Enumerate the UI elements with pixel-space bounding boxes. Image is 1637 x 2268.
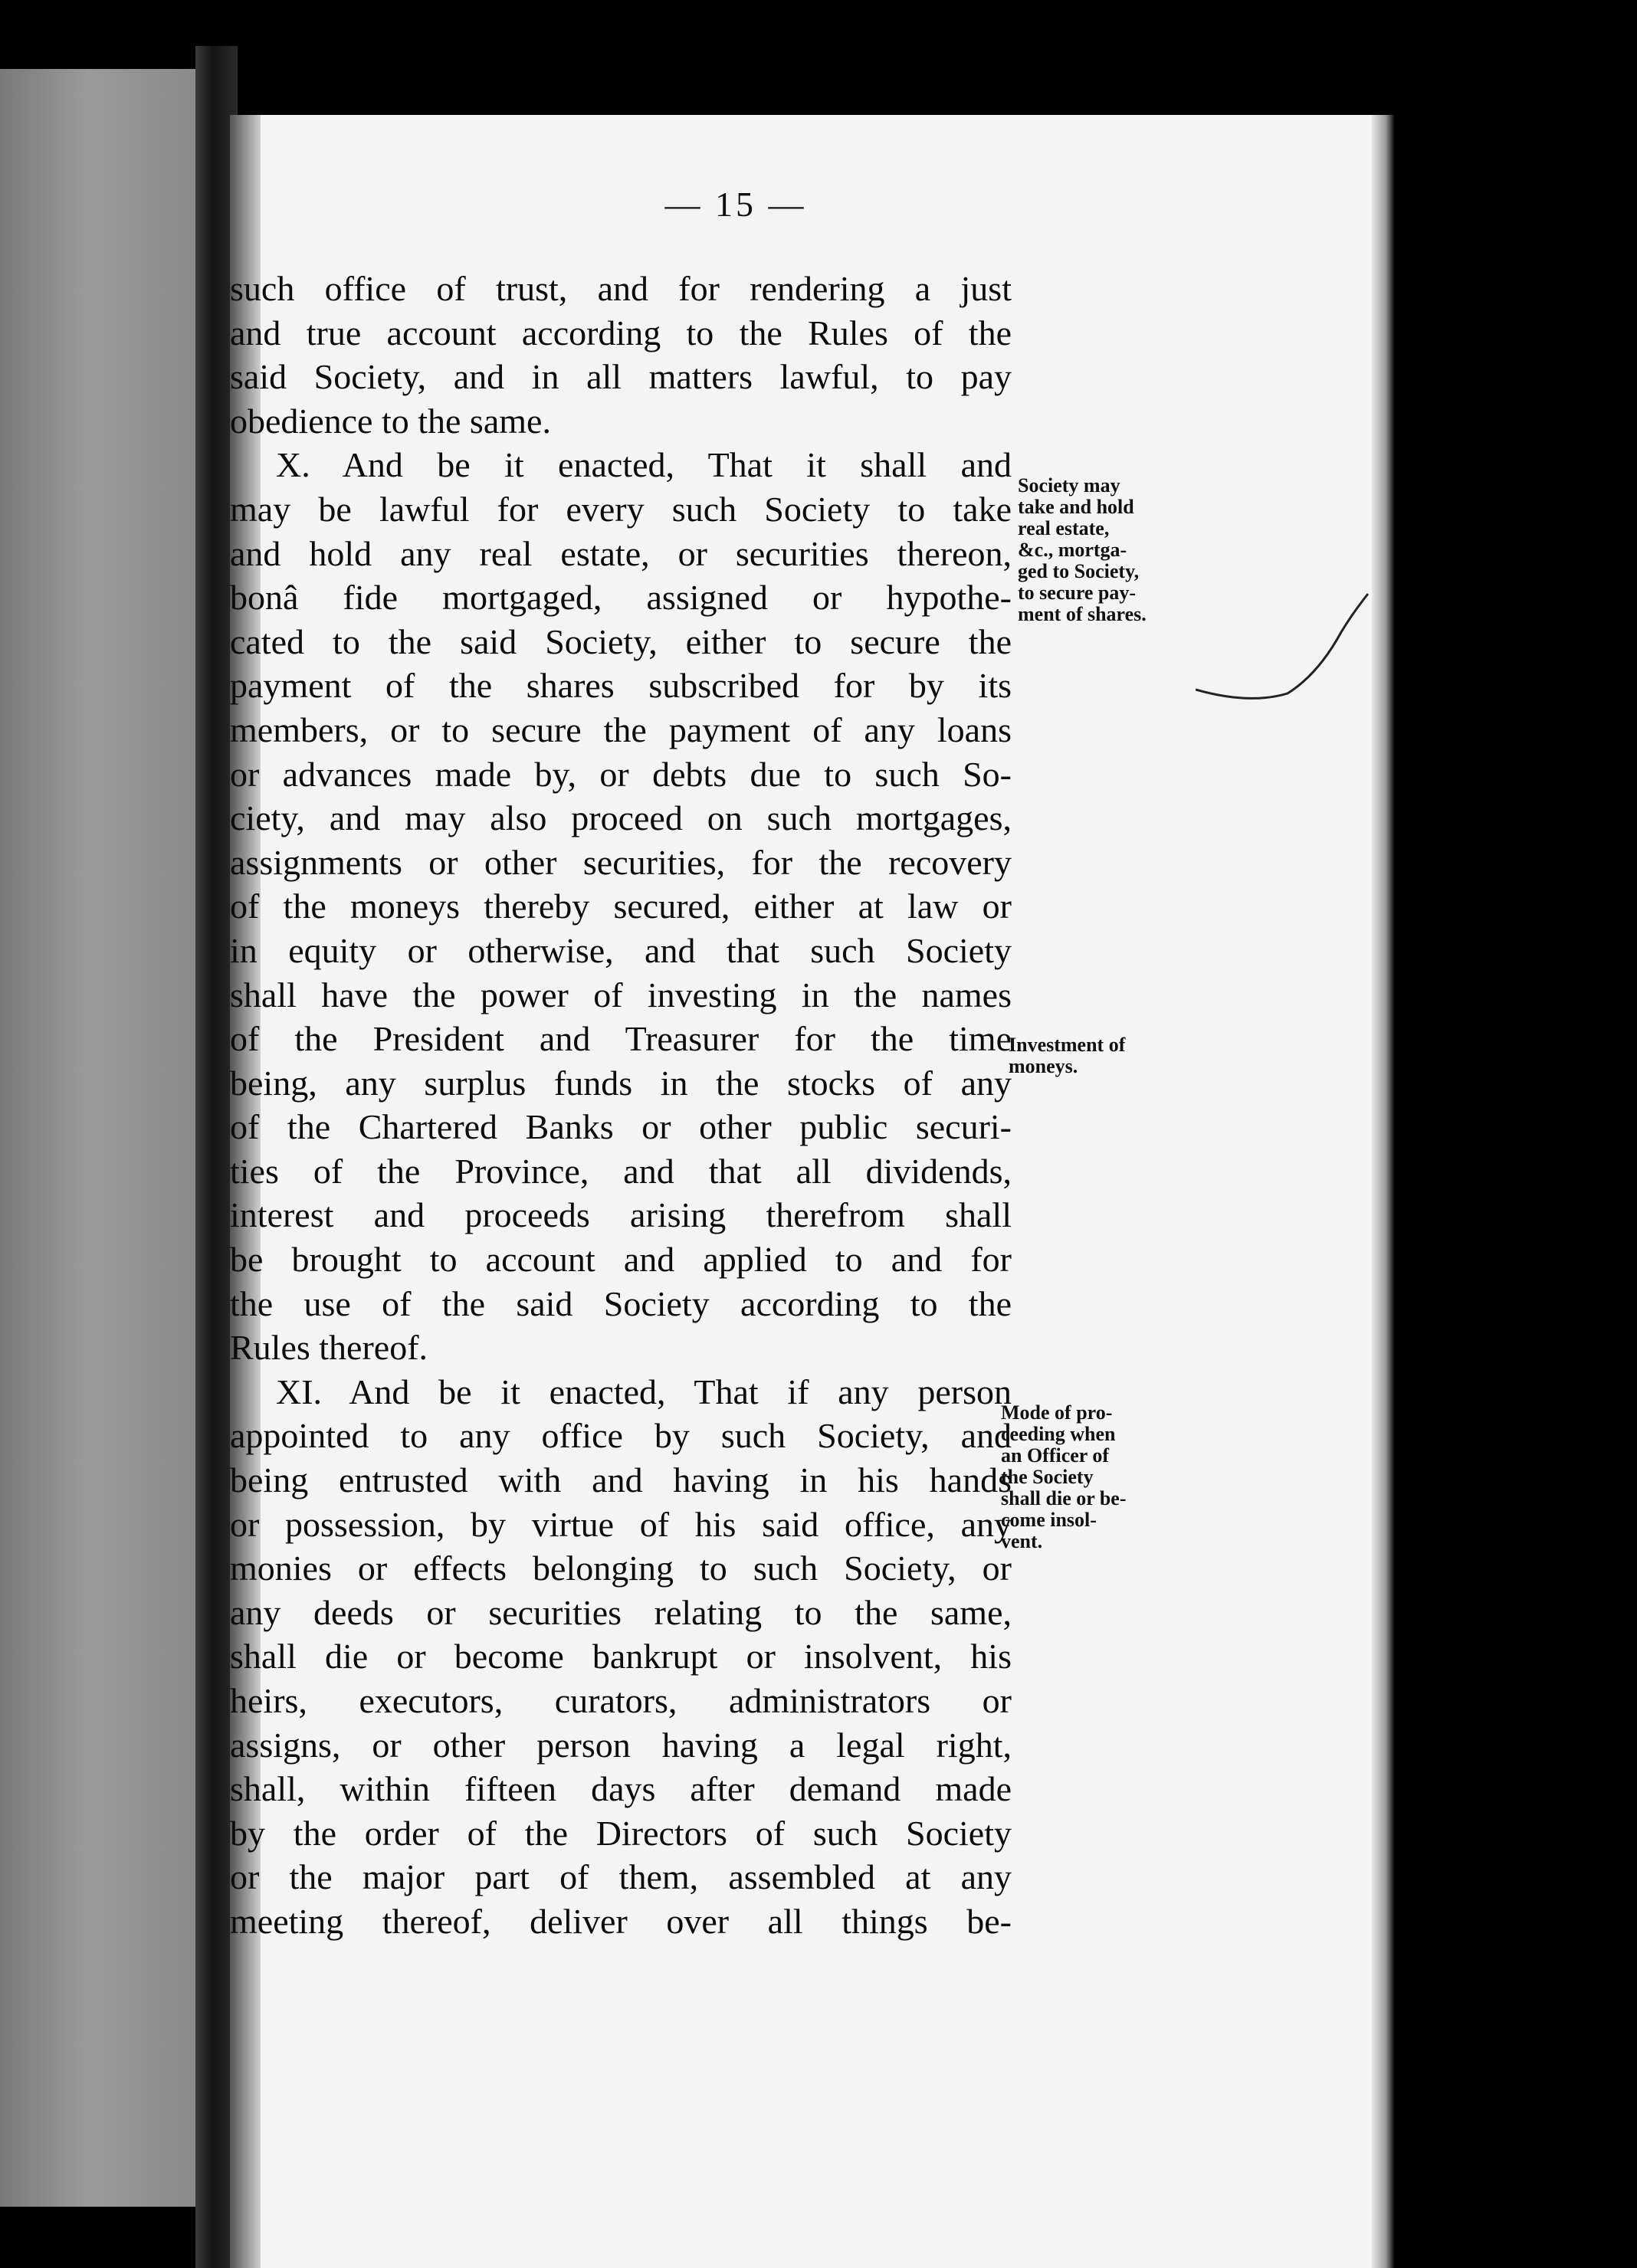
text-line: ciety, and may also proceed on such mortgages, <box>230 798 1012 838</box>
text-line: interest and proceeds arising therefrom shall <box>230 1195 1012 1235</box>
text-line: monies or effects belonging to such Society, or <box>230 1549 1012 1588</box>
text-line: of the moneys thereby secured, either at law or <box>230 887 1012 926</box>
text-line: shall have the power of investing in the names <box>230 975 1012 1014</box>
text-line: and hold any real estate, or securities thereon, <box>230 533 1012 573</box>
marginal-note-line: to secure pay- <box>1018 582 1137 604</box>
marginal-note-line: Investment of <box>1009 1034 1126 1056</box>
marginal-note-line: vent. <box>1001 1530 1043 1552</box>
marginal-note-line: the Society <box>1001 1466 1094 1488</box>
text-line: in equity or otherwise, and that such Society <box>230 930 1012 970</box>
marginal-note-line: shall die or be- <box>1001 1487 1127 1509</box>
text-line: assignments or other securities, for the recovery <box>230 842 1012 882</box>
text-line: Rules thereof. <box>230 1328 428 1368</box>
text-line: be brought to account and applied to and for <box>230 1240 1012 1280</box>
text-line: ties of the Province, and that all dividends, <box>230 1151 1012 1191</box>
marginal-note-line: real estate, <box>1018 517 1110 539</box>
marginal-note-line: an Officer of <box>1001 1444 1110 1467</box>
marginal-note-line: come insol- <box>1001 1509 1097 1531</box>
text-line: may be lawful for every such Society to take <box>230 489 1012 529</box>
text-line: heirs, executors, curators, administrators or <box>230 1681 1012 1720</box>
text-line: or the major part of them, assembled at any <box>230 1857 1012 1897</box>
text-line: meeting thereof, deliver over all things be- <box>230 1901 1012 1941</box>
text-line: the use of the said Society according to the <box>230 1283 1012 1323</box>
text-line: being entrusted with and having in his hands <box>230 1460 1012 1500</box>
text-line: being, any surplus funds in the stocks of any <box>230 1063 1012 1103</box>
text-line: or advances made by, or debts due to such So- <box>230 754 1012 794</box>
text-line: obedience to the same. <box>230 401 551 441</box>
text-line: appointed to any office by such Society, and <box>230 1416 1012 1456</box>
text-line: or possession, by virtue of his said office, any <box>230 1504 1012 1544</box>
marginal-note-line: Mode of pro- <box>1001 1401 1113 1424</box>
pen-mark <box>1196 590 1372 720</box>
text-line: of the President and Treasurer for the time <box>230 1019 1012 1059</box>
marginal-note-line: take and hold <box>1018 496 1134 518</box>
section-xi-heading-line: XI. And be it enacted, That if any person <box>276 1372 1012 1411</box>
text-line: by the order of the Directors of such Society <box>230 1813 1012 1853</box>
marginal-note-line: &c., mortga- <box>1018 539 1127 561</box>
text-line: and true account according to the Rules of the <box>230 313 1012 352</box>
page-right-edge <box>1372 115 1395 2268</box>
text-line: shall die or become bankrupt or insolvent, his <box>230 1637 1012 1676</box>
text-line: cated to the said Society, either to secure the <box>230 621 1012 661</box>
marginal-note-officer-insolvent <box>1001 1402 1208 1552</box>
marginal-note-line: ment of shares. <box>1018 603 1147 625</box>
marginal-note-line: ceeding when <box>1001 1423 1116 1445</box>
text-line: shall, within fifteen days after demand made <box>230 1769 1012 1809</box>
marginal-note-line: moneys. <box>1009 1055 1078 1077</box>
marginal-note-real-estate <box>1018 475 1225 625</box>
text-line: members, or to secure the payment of any loans <box>230 710 1012 749</box>
previous-page-edge <box>0 69 195 2207</box>
text-line: such office of trust, and for rendering a just <box>230 269 1012 308</box>
page-number: — 15 — <box>664 185 807 224</box>
text-line: said Society, and in all matters lawful, to pay <box>230 357 1012 397</box>
marginal-note-investment <box>1009 1034 1215 1077</box>
marginal-note-line: Society may <box>1018 474 1120 497</box>
section-x-heading-line: X. And be it enacted, That it shall and <box>276 445 1012 485</box>
text-line: of the Chartered Banks or other public securi- <box>230 1107 1012 1147</box>
marginal-note-line: ged to Society, <box>1018 560 1140 582</box>
text-line: bonâ fide mortgaged, assigned or hypothe- <box>230 578 1012 618</box>
text-line: payment of the shares subscribed for by its <box>230 666 1012 706</box>
text-line: any deeds or securities relating to the same, <box>230 1592 1012 1632</box>
text-line: assigns, or other person having a legal right, <box>230 1725 1012 1765</box>
body-text <box>230 267 1012 1944</box>
